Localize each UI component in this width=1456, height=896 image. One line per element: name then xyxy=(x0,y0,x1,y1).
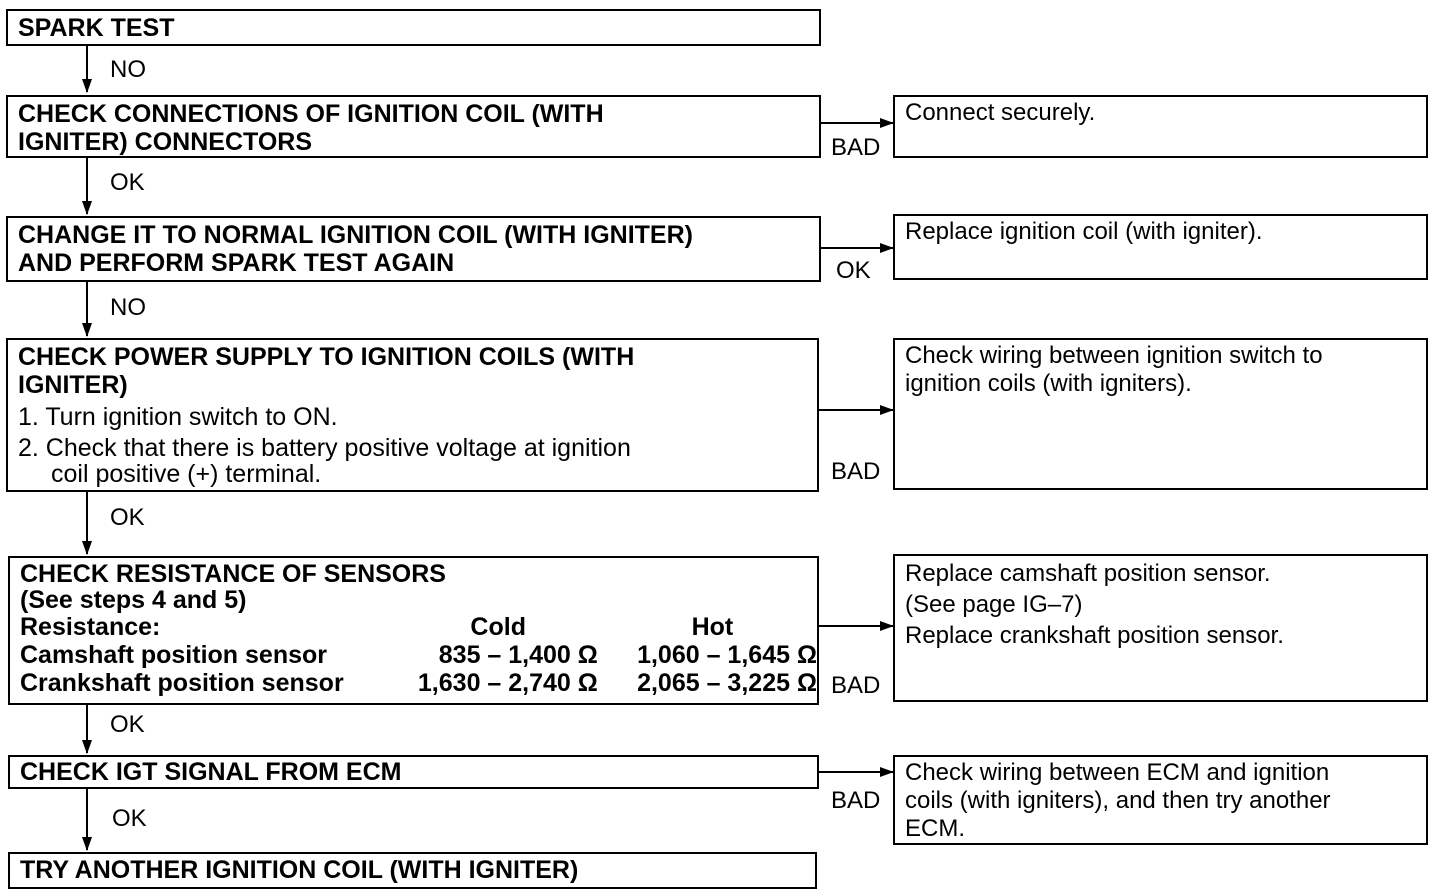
sensor-name: Crankshaft position sensor xyxy=(20,669,344,697)
resistance-row-crankshaft xyxy=(20,669,817,697)
step-change-coil-line: AND PERFORM SPARK TEST AGAIN xyxy=(18,249,455,277)
resistance-header-label: Resistance: xyxy=(20,613,161,641)
resistance-row-camshaft xyxy=(20,641,817,669)
label-no: NO xyxy=(110,56,146,83)
action-connect-securely xyxy=(893,95,1428,158)
step-check-power-title: IGNITER) xyxy=(18,371,128,399)
step-check-connections xyxy=(6,95,821,158)
label-ok: OK xyxy=(110,504,145,531)
action-text: Replace camshaft position sensor. xyxy=(905,560,1271,587)
sensor-name: Camshaft position sensor xyxy=(20,641,327,669)
step-check-igt-text: CHECK IGT SIGNAL FROM ECM xyxy=(20,758,402,786)
action-text: Check wiring between ECM and ignition xyxy=(905,759,1330,786)
step-check-resistance-title: CHECK RESISTANCE OF SENSORS xyxy=(20,560,446,588)
step-try-another xyxy=(8,852,817,889)
action-text: Check wiring between ignition switch to xyxy=(905,342,1323,369)
action-check-wiring-switch xyxy=(893,338,1428,490)
step-check-connections-line: CHECK CONNECTIONS OF IGNITION COIL (WITH xyxy=(18,100,604,128)
step-check-resistance xyxy=(8,556,819,705)
cold-value: 835 – 1,400 Ω xyxy=(438,641,598,669)
label-ok: OK xyxy=(110,169,145,196)
step-change-coil-line: CHANGE IT TO NORMAL IGNITION COIL (WITH IGNITER) xyxy=(18,221,693,249)
label-no: NO xyxy=(110,294,146,321)
label-bad: BAD xyxy=(831,134,881,161)
step-instruction: coil positive (+) terminal. xyxy=(51,460,322,488)
step-spark-test xyxy=(6,9,821,46)
hot-value: 1,060 – 1,645 Ω xyxy=(637,641,817,669)
label-bad: BAD xyxy=(831,672,881,699)
step-check-igt xyxy=(8,755,819,789)
action-text: Replace ignition coil (with igniter). xyxy=(905,218,1263,245)
step-try-another-text: TRY ANOTHER IGNITION COIL (WITH IGNITER) xyxy=(20,856,579,884)
label-bad: BAD xyxy=(831,787,881,814)
action-text: ignition coils (with igniters). xyxy=(905,370,1192,397)
label-ok: OK xyxy=(110,711,145,738)
step-instruction: 2. Check that there is battery positive voltage at ignition xyxy=(18,434,631,462)
action-replace-coil xyxy=(893,214,1428,280)
label-bad: BAD xyxy=(831,458,881,485)
cold-value: 1,630 – 2,740 Ω xyxy=(417,669,598,697)
step-check-connections-line: IGNITER) CONNECTORS xyxy=(18,128,312,156)
action-text: (See page IG–7) xyxy=(905,591,1083,618)
step-change-coil xyxy=(6,216,821,282)
step-check-power-title: CHECK POWER SUPPLY TO IGNITION COILS (WITH xyxy=(18,343,635,371)
step-check-power xyxy=(6,338,819,492)
action-text: Replace crankshaft position sensor. xyxy=(905,622,1284,649)
step-check-resistance-subtitle: (See steps 4 and 5) xyxy=(20,586,247,614)
resistance-header-hot: Hot xyxy=(691,613,734,641)
step-spark-test-text: SPARK TEST xyxy=(18,14,175,42)
step-instruction: 1. Turn ignition switch to ON. xyxy=(18,403,338,431)
action-text: coils (with igniters), and then try another xyxy=(905,787,1331,814)
action-text: Connect securely. xyxy=(905,99,1096,126)
action-text: ECM. xyxy=(905,815,965,842)
label-ok: OK xyxy=(836,257,871,284)
action-replace-sensors xyxy=(893,554,1428,702)
hot-value: 2,065 – 3,225 Ω xyxy=(637,669,817,697)
resistance-header-cold: Cold xyxy=(470,613,526,641)
label-ok: OK xyxy=(112,805,147,832)
action-check-wiring-ecm xyxy=(893,755,1428,845)
resistance-table-header xyxy=(20,613,817,641)
